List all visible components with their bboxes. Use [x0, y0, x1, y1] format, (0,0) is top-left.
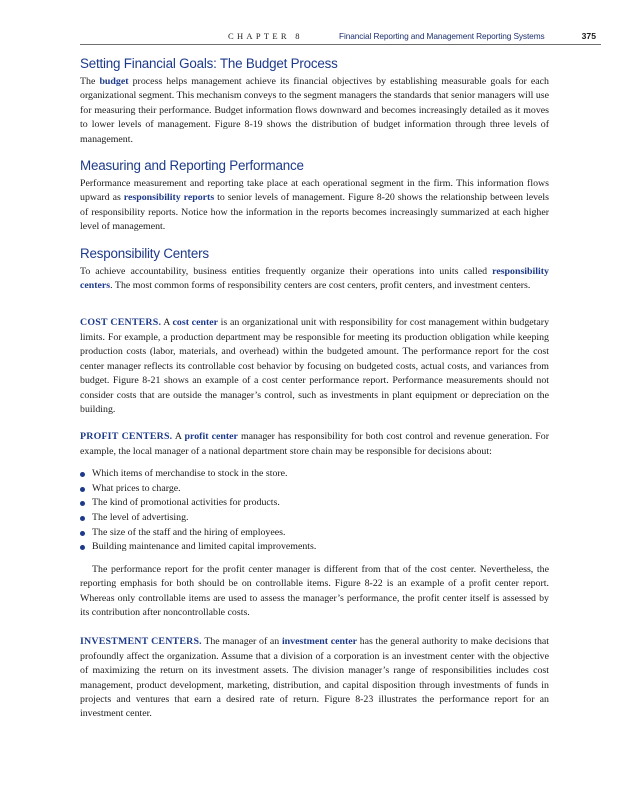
section-centers [80, 245, 549, 294]
main-content [80, 55, 549, 722]
text: to senior levels of management. Figure 8-20 shows the relationship between levels of responsibility reports. Notice how the information in the reports becomes increasingly summarized at each higher level of management. [80, 192, 549, 233]
chapter-label: CHAPTER 8 [228, 31, 303, 41]
subheading: INVESTMENT CENTERS. [80, 636, 202, 648]
list-item [80, 526, 549, 541]
paragraph [80, 177, 549, 235]
section-budget [80, 55, 549, 147]
paragraph [80, 75, 549, 147]
section-measuring [80, 157, 549, 235]
bullet-icon [80, 487, 85, 492]
text: has the general authority to make decisions that profoundly affect the organization. Assume that a division of a corporation is an investment center with the objective of maximizing the return on its investment assets. The division manager’s range of responsibilities includes cost management, product development, marketing, distribution, and capital disposition through investments of funds in projects and ventures that earn a desired rate of return. Figure 8-23 illustrates the performance report for an investment center. [80, 636, 550, 720]
paragraph: The performance report for the profit center manager is different from that of the cost center. Nevertheless, the reporting emphasis for both should be on controllable items. Figure 8-22 is an example of a profit center report. Whereas only controllable items are used to assess the manager’s performance, the profit center itself is assessed by its contribution after noncontrollable costs. [80, 563, 549, 618]
text: The [80, 76, 100, 87]
paragraph [80, 316, 549, 417]
paragraph [80, 635, 549, 721]
list-item-text: Building maintenance and limited capital improvements. [92, 541, 317, 553]
paragraph [80, 430, 549, 459]
key-term: budget [99, 76, 129, 87]
text: . The most common forms of responsibility centers are cost centers, profit centers, and investment centers. [110, 280, 531, 292]
list-item [80, 540, 549, 555]
text: Performance measurement and reporting take place at each operational segment in the firm. This information flows upward as [80, 178, 549, 204]
list-item [80, 496, 549, 511]
text: A [161, 317, 173, 329]
key-term: responsibility centers [80, 265, 549, 292]
bullet-icon [80, 531, 85, 536]
section-cost-centers [80, 316, 549, 417]
list-item-text: The kind of promotional activities for products. [92, 497, 280, 509]
text: To achieve accountability, business entities frequently organize their operations into units called [80, 265, 493, 277]
text: A [172, 431, 185, 443]
running-header [80, 31, 601, 45]
key-term: cost center [172, 317, 218, 329]
key-term: profit center [184, 431, 238, 443]
subheading: PROFIT CENTERS. [80, 431, 173, 443]
list-item [80, 467, 549, 482]
text: is an organizational unit with responsibility for cost management within budgetary limits. For example, a production department may be responsible for meeting its production obligation while keeping production costs (labor, materials, and overhead) within the budgeted amount. The performance report for the cost center manager reflects its controllable cost behavior by focusing on budgeted costs, actual costs, and variances from budget. Figure 8-21 shows an example of a cost center performance report. Performance measurements should not consider costs that are outside the manager’s control, such as investments in plant equipment or depreciation on the building. [80, 317, 550, 415]
list-item-text: Which items of merchandise to stock in the store. [92, 468, 288, 480]
section-heading: Responsibility Centers [80, 245, 209, 261]
text: process helps management achieve its financial objectives by establishing measurable goals for each organizational segment. This mechanism conveys to the segment managers the standards that senior managers will use for measuring their performance. Budget information flows downward and becomes increasingly detailed as it moves to lower levels of management. Figure 8-19 shows the distribution of budget information through three levels of management. [80, 76, 549, 145]
list-item-text: The size of the staff and the hiring of employees. [92, 526, 286, 538]
chapter-title: Financial Reporting and Management Reporting Systems [339, 31, 545, 41]
page-number: 375 [581, 31, 596, 41]
text: The manager of an [201, 636, 282, 648]
paragraph [80, 265, 549, 294]
text: manager has responsibility for both cost control and revenue generation. For example, the local manager of a national department store chain may be responsible for decisions about: [80, 431, 549, 457]
bullet-list [80, 467, 549, 555]
list-item [80, 511, 549, 526]
section-profit-centers [80, 430, 549, 620]
key-term: investment center [281, 636, 358, 648]
bullet-icon [80, 501, 85, 506]
key-term: responsibility reports [123, 192, 215, 204]
list-item [80, 482, 549, 497]
section-investment-centers [80, 635, 549, 721]
list-item-text: The level of advertising. [92, 511, 189, 523]
section-heading: Setting Financial Goals: The Budget Process [80, 56, 338, 71]
header-rule [80, 44, 601, 45]
bullet-icon [80, 516, 85, 521]
subheading: COST CENTERS. [80, 317, 162, 329]
bullet-icon [80, 472, 85, 477]
section-heading: Measuring and Reporting Performance [80, 158, 304, 174]
list-item-text: What prices to charge. [92, 482, 181, 494]
bullet-icon [80, 545, 85, 550]
